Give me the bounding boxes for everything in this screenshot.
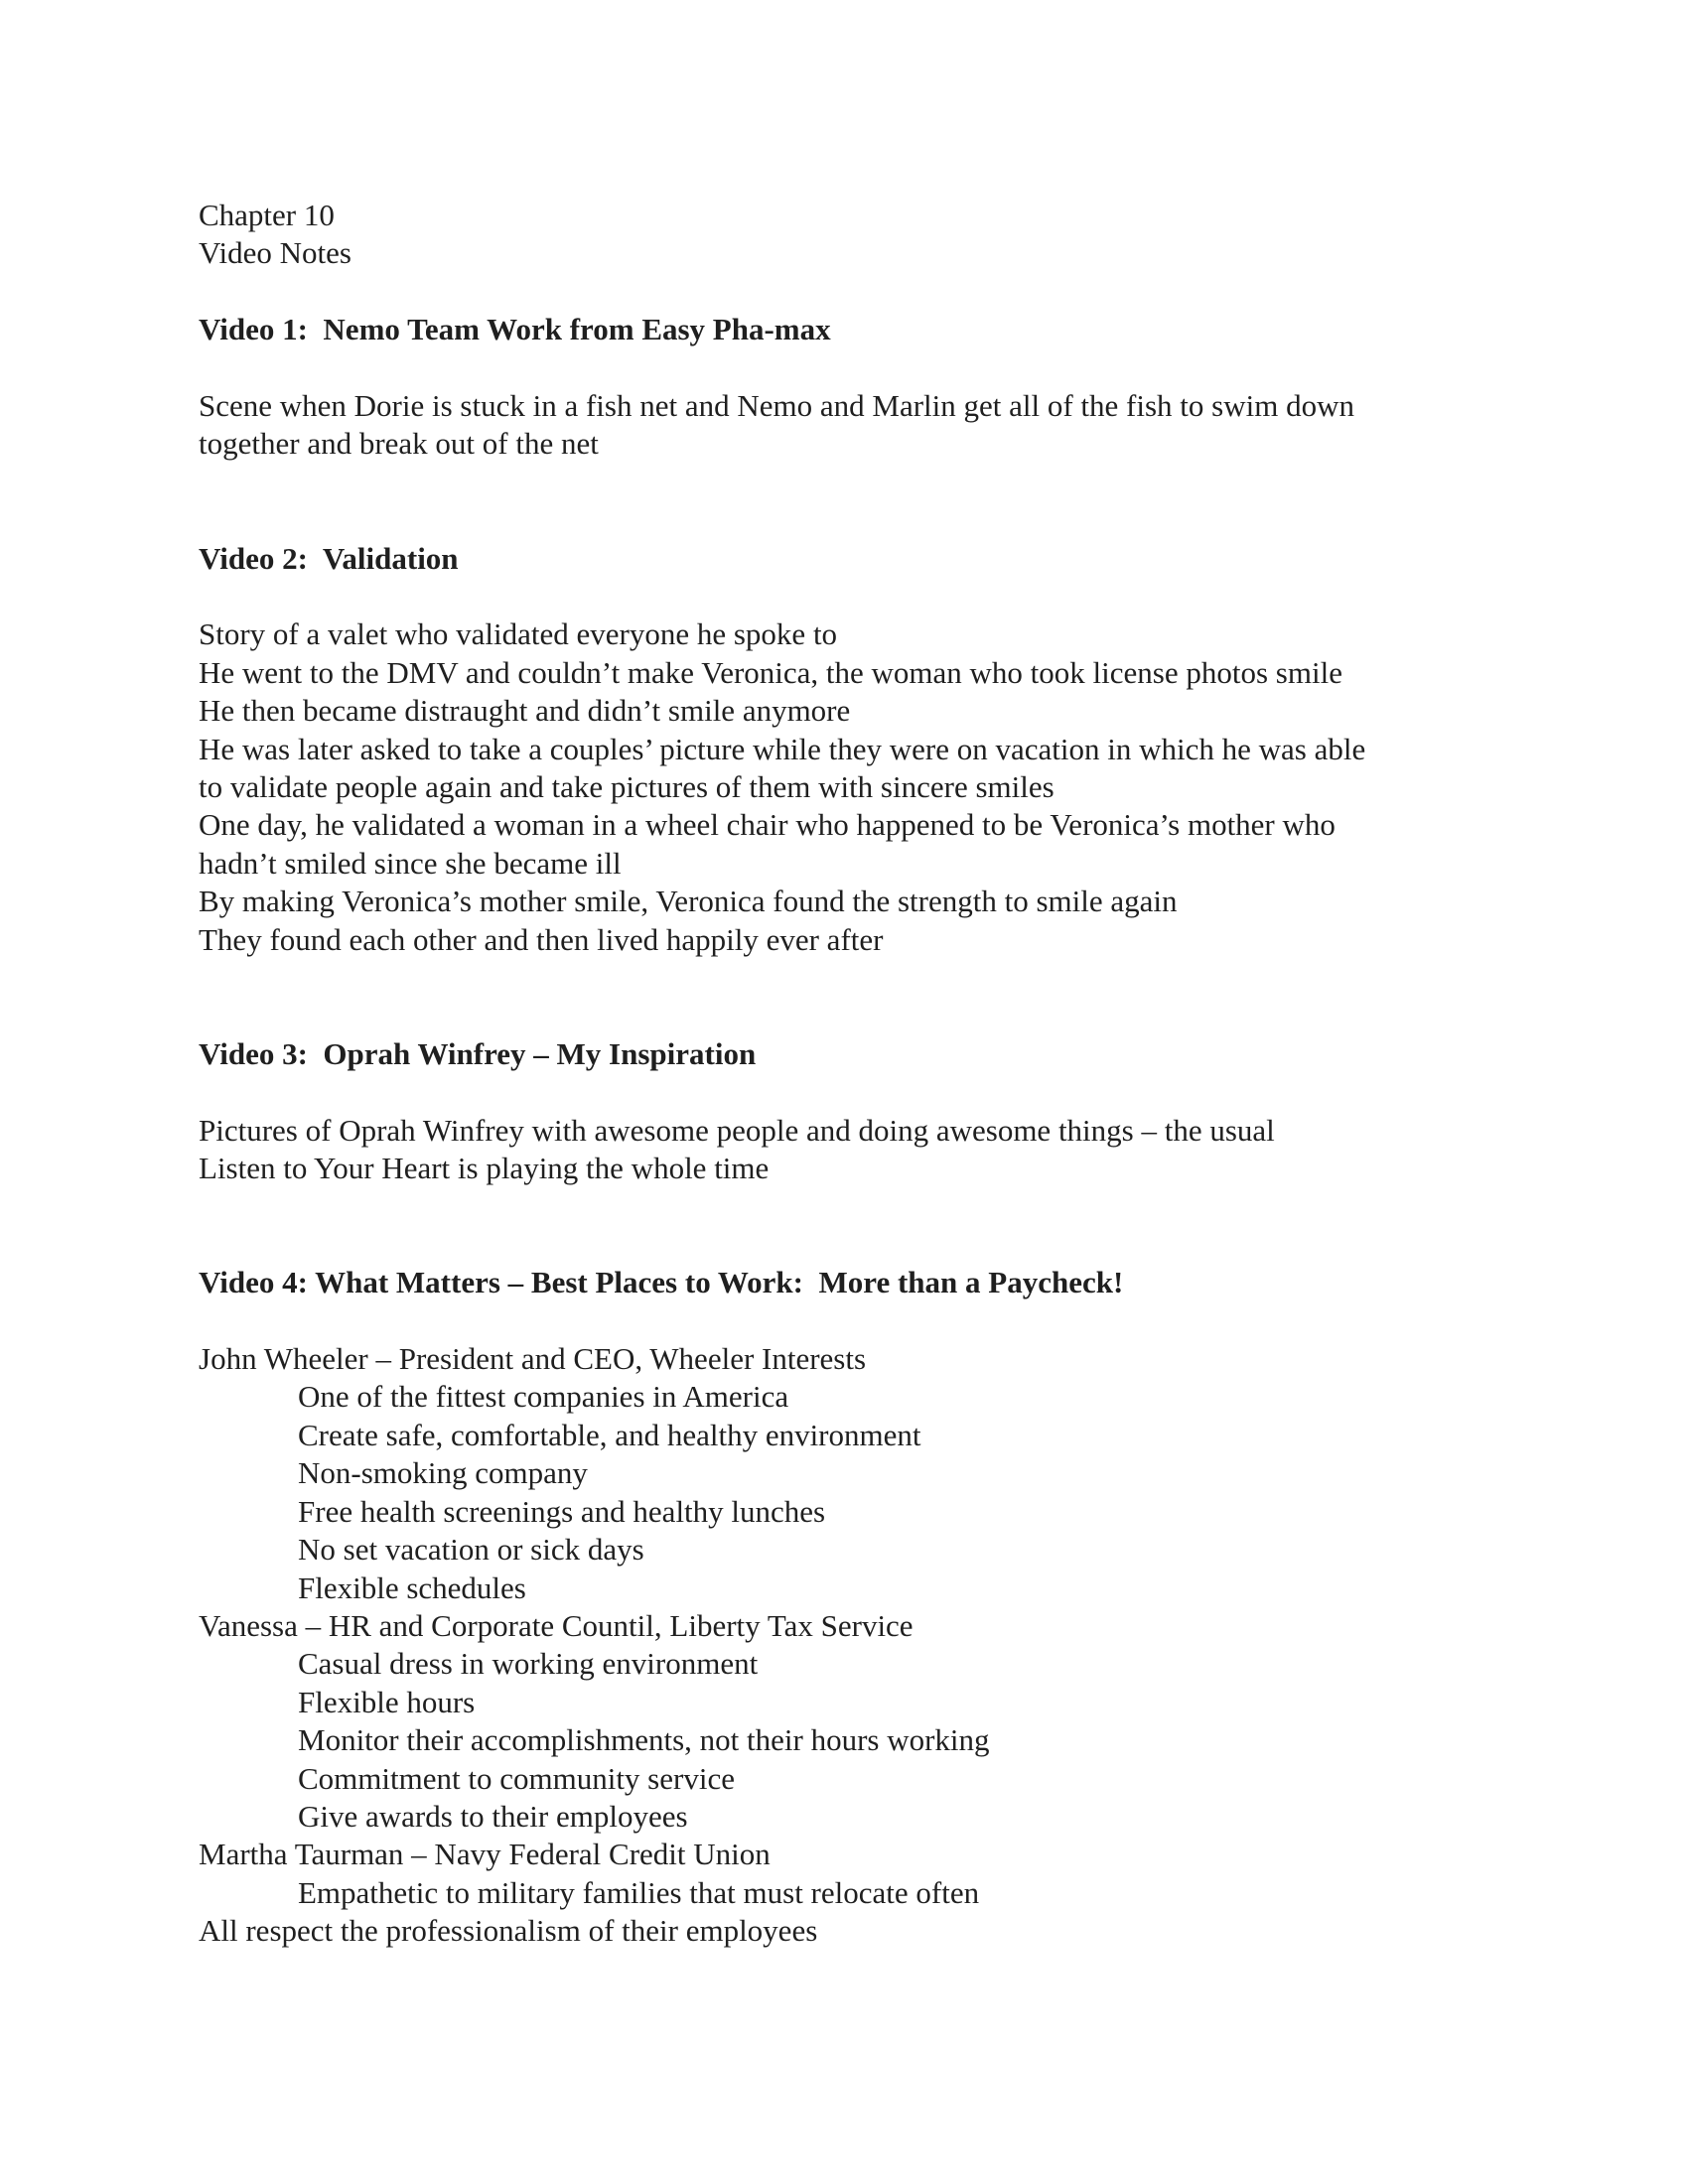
video-1-heading: Video 1: Nemo Team Work from Easy Pha-max: [199, 312, 831, 347]
video-2-line-6: One day, he validated a woman in a wheel chair who happened to be Veronica’s mother who: [199, 807, 1336, 843]
john-wheeler-point-3: Non-smoking company: [298, 1455, 588, 1491]
john-wheeler-point-5: No set vacation or sick days: [298, 1532, 644, 1568]
video-1-section: [199, 311, 1489, 464]
video-2-line-5: to validate people again and take pictures of them with sincere smiles: [199, 769, 1055, 805]
john-wheeler-point-2: Create safe, comfortable, and healthy environment: [298, 1417, 921, 1452]
person-john-wheeler: John Wheeler – President and CEO, Wheeler Interests: [199, 1341, 867, 1377]
video-2-line-8: By making Veronica’s mother smile, Veronica found the strength to smile again: [199, 884, 1178, 919]
person-vanessa: Vanessa – HR and Corporate Countil, Liberty Tax Service: [199, 1607, 914, 1643]
video-2-line-7: hadn’t smiled since she became ill: [199, 845, 622, 881]
video-4-heading: Video 4: What Matters – Best Places to Work: More than a Paycheck!: [199, 1265, 1124, 1300]
vanessa-point-5: Give awards to their employees: [298, 1798, 688, 1834]
video-2-line-1: Story of a valet who validated everyone he spoke to: [199, 616, 838, 652]
john-wheeler-point-6: Flexible schedules: [298, 1570, 526, 1605]
vanessa-point-4: Commitment to community service: [298, 1760, 735, 1796]
vanessa-point-2: Flexible hours: [298, 1684, 476, 1719]
video-1-line-2: together and break out of the net: [199, 426, 599, 462]
video-2-heading: Video 2: Validation: [199, 540, 459, 576]
video-1-line-1: Scene when Dorie is stuck in a fish net and Nemo and Marlin get all of the fish to swim down: [199, 388, 1354, 423]
video-3-line-2: Listen to Your Heart is playing the whole time: [199, 1151, 770, 1186]
video-4-closing: All respect the professionalism of their employees: [199, 1913, 818, 1949]
vanessa-point-3: Monitor their accomplishments, not their hours working: [298, 1722, 990, 1758]
video-2-line-2: He went to the DMV and couldn’t make Veronica, the woman who took license photos smile: [199, 654, 1342, 690]
video-2-line-9: They found each other and then lived happily ever after: [199, 921, 884, 957]
video-4-section: [199, 1264, 1489, 1950]
document-page: [199, 197, 1489, 1951]
video-3-heading: Video 3: Oprah Winfrey – My Inspiration: [199, 1035, 757, 1071]
chapter-title: Chapter 10: [199, 198, 335, 232]
video-2-line-4: He was later asked to take a couples’ picture while they were on vacation in which he was able: [199, 731, 1366, 766]
video-3-line-1: Pictures of Oprah Winfrey with awesome people and doing awesome things – the usual: [199, 1112, 1275, 1148]
person-martha-taurman: Martha Taurman – Navy Federal Credit Union: [199, 1837, 771, 1872]
video-3-section: [199, 1035, 1489, 1188]
document-subtitle: Video Notes: [199, 235, 352, 271]
vanessa-point-1: Casual dress in working environment: [298, 1646, 759, 1682]
john-wheeler-point-1: One of the fittest companies in America: [298, 1379, 789, 1415]
video-2-line-3: He then became distraught and didn’t smile anymore: [199, 693, 851, 729]
martha-taurman-point-1: Empathetic to military families that must relocate often: [298, 1874, 980, 1910]
video-2-section: [199, 540, 1489, 959]
john-wheeler-point-4: Free health screenings and healthy lunches: [298, 1493, 826, 1529]
